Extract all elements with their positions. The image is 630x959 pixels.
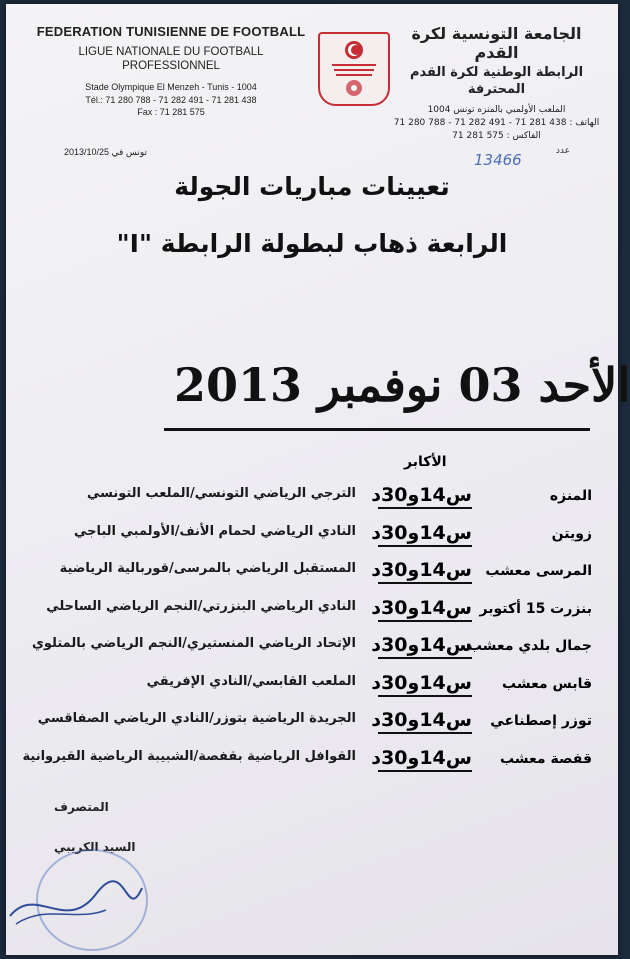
match-venue: بنزرت 15 أكتوبر [479,600,592,617]
match-teams: الملعب القابسي/النادي الإفريقي [146,673,356,689]
match-venue: المرسى معشب [485,563,592,579]
ligue-line2: PROFESSIONNEL [122,60,220,72]
match-row [6,672,618,706]
tel-ar: الهاتف : 438 281 71 - 491 282 71 - 788 280 71 [393,118,600,128]
title-line2: الرابعة ذهاب لبطولة الرابطة "I" [116,229,508,258]
match-row [6,522,618,556]
column-header: الأكابر [404,454,447,470]
match-row [6,597,618,631]
signature-label: المتصرف [54,800,109,814]
match-teams: الجريدة الرياضية بتوزر/النادي الرياضي الصفاقسي [37,711,356,726]
match-time: س14و30د [378,597,472,622]
match-time: س14و30د [378,522,472,547]
match-teams: الترجي الرياضي التونسي/الملعب التونسي [86,486,356,501]
tel-fr: Tél.: 71 280 788 - 71 282 491 - 71 281 438 [85,94,257,105]
match-teams: المستقبل الرياضي بالمرسى/قوربالية الرياضية [59,561,356,576]
match-row [6,559,618,593]
contact-ar [389,104,604,143]
match-venue: جمال بلدي معشب [467,638,592,654]
match-time: س14و30د [378,634,472,659]
address-ar: الملعب الأولمبي بالمنزه تونس 1004 [427,105,566,115]
header-left [36,24,306,119]
match-teams: النادي الرياضي لحمام الأنف/الأولمبي الباجي [73,523,356,539]
document-page [6,4,630,955]
address-fr: Stade Olympique El Menzeh - Tunis - 1004 [85,82,257,92]
match-venue: زويتن [551,525,592,542]
match-row [6,709,618,743]
reference-number: 13466 [474,151,522,169]
signature-name: السيد الكريبي [54,840,136,854]
match-teams: الإتحاد الرياضي المنستيري/النجم الرياضي بالمتلوي [31,636,356,651]
ligue-name-ar [389,64,604,98]
match-row [6,634,618,668]
match-time: س14و30د [378,559,472,584]
match-teams: القوافل الرياضية بقفصة/الشبيبة الرياضية القيروانية [22,748,356,764]
match-venue: توزر إصطناعي [490,713,592,729]
match-teams: النادي الرياضي البنزرتي/النجم الرياضي الساحلي [46,598,356,614]
title-line1: تعيينات مباريات الجولة [174,172,450,201]
match-time: س14و30د [378,672,472,697]
contact-fr [36,81,306,119]
match-time: س14و30د [378,484,472,509]
ligue-line1: LIGUE NATIONALE DU FOOTBALL [78,46,264,58]
federation-logo [318,32,390,106]
date-heading: الأحد 03 نوفمبر 2013 [174,358,630,412]
header-right [389,24,604,143]
fax-fr: Fax : 71 281 575 [137,107,205,117]
ligue-line2-ar: المحترفة [467,82,526,97]
ligue-line1-ar: الرابطة الوطنية لكرة القدم [409,65,584,80]
crest-icon [320,34,388,104]
match-row [6,484,618,518]
reference-label: عدد [555,146,570,156]
match-venue: قفصة معشب [499,750,592,767]
ligue-name-fr [36,45,306,73]
issue-date: 2013/10/25 تونس في [64,147,147,157]
date-underline [164,428,590,431]
match-venue: قابس معشب [502,675,592,692]
match-row [6,747,618,781]
match-time: س14و30د [378,709,472,734]
fax-ar: الفاكس : 575 281 71 [452,131,541,141]
match-time: س14و30د [378,747,472,772]
federation-name-ar: الجامعة التونسية لكرة القدم [411,24,582,62]
federation-name-fr: FEDERATION TUNISIENNE DE FOOTBALL [36,24,306,39]
match-venue: المنزه [549,488,592,504]
signature-scrawl [6,864,146,944]
